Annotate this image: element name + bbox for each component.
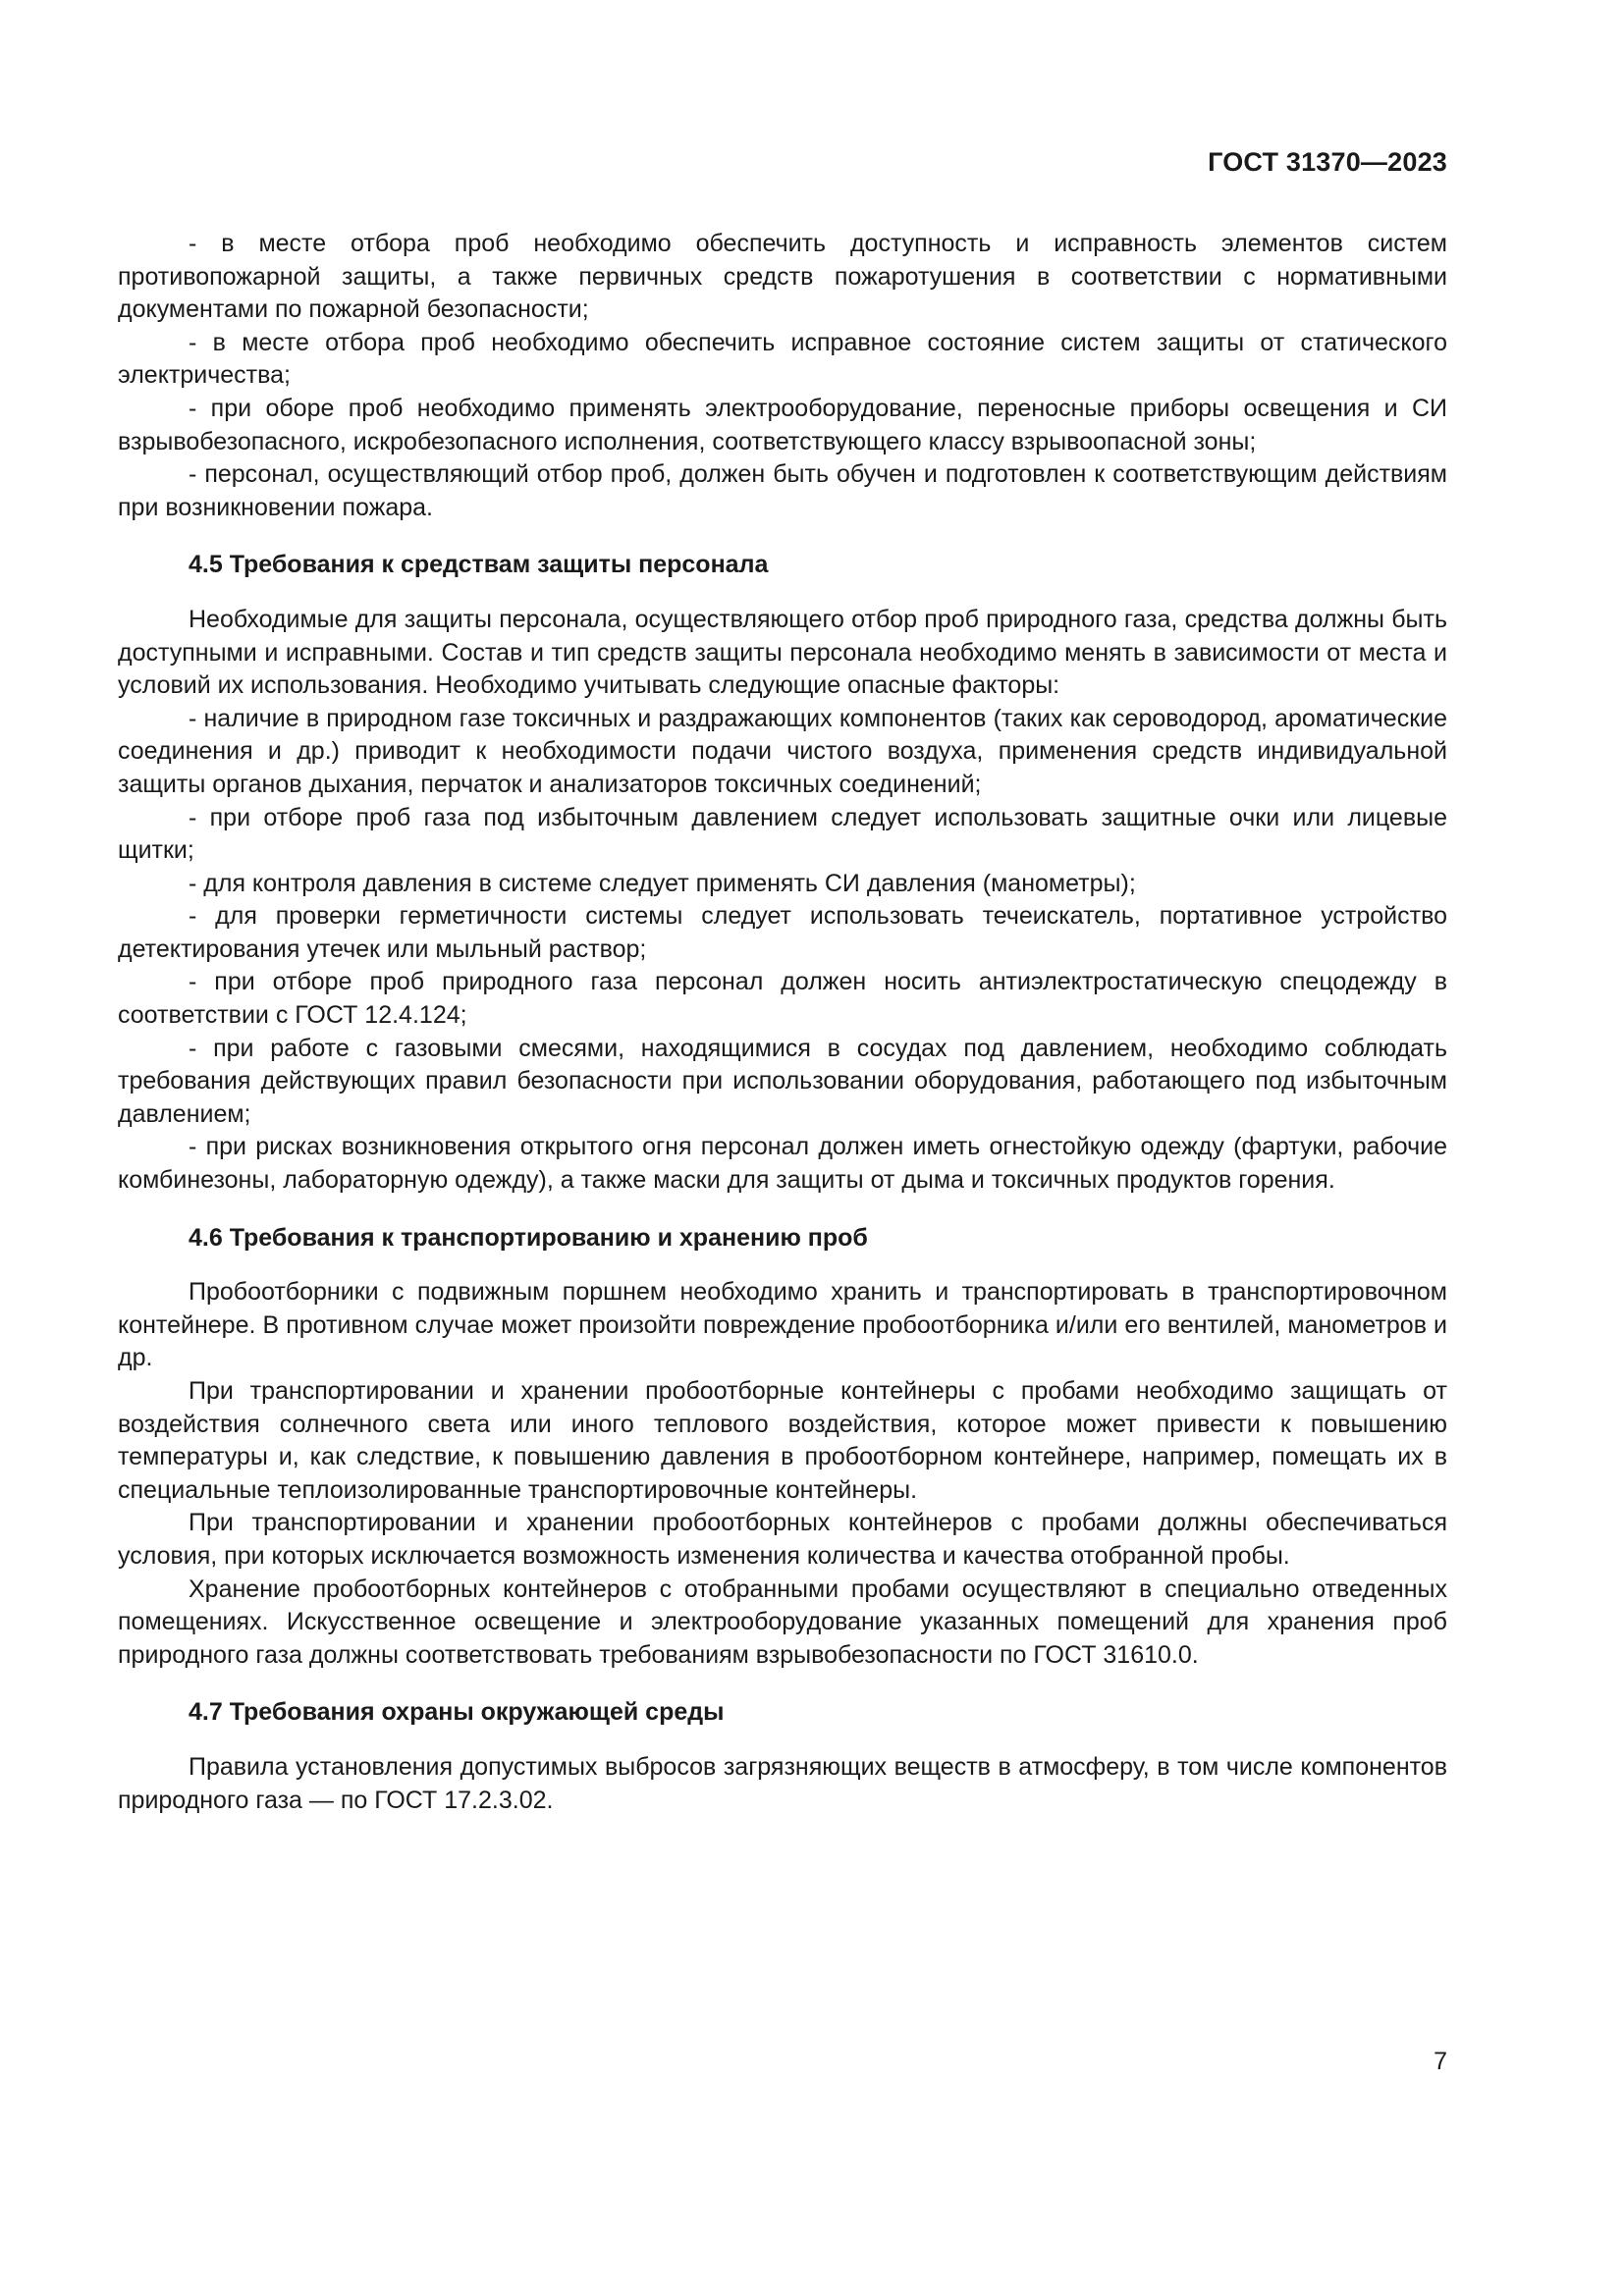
section-4-5-paragraph: - наличие в природном газе токсичных и раздражающих компонентов (таких как сероводород, ароматические соединения и др.) приводит к необходимости подачи чистого воздуха, применения средств индивидуальной защиты органов дыхания, перчаток и анализаторов токсичных соединений; (118, 704, 1447, 798)
page-content (118, 228, 1447, 1817)
document-number-header: ГОСТ 31370—2023 (1208, 147, 1447, 177)
section-4-6-paragraph: При транспортировании и хранении пробоотборные контейнеры с пробами необходимо защищать от воздействия солнечного света или иного теплового воздействия, которое может привести к повышению температуры и, как следствие, к повышению давления в пробоотборном контейнере, например, помещать их в специальные теплоизолированные транспортировочные контейнеры. (118, 1377, 1447, 1504)
section-heading-4-6: 4.6 Требования к транспортированию и хранению проб (189, 1223, 868, 1252)
section-4-5-paragraph: - при отборе проб газа под избыточным давлением следует использовать защитные очки или лицевые щитки; (118, 803, 1447, 865)
intro-item: - в месте отбора проб необходимо обеспечить исправное состояние систем защиты от статического электричества; (118, 328, 1447, 390)
section-4-5-paragraph: Необходимые для защиты персонала, осуществляющего отбор проб природного газа, средства должны быть доступными и исправными. Состав и тип средств защиты персонала необходимо менять в зависимости от места и условий их использования. Необходимо учитывать следующие опасные факторы: (118, 605, 1447, 700)
section-4-5-paragraph: - для контроля давления в системе следует применять СИ давления (манометры); (189, 869, 1136, 897)
section-heading-4-5: 4.5 Требования к средствам защиты персонала (189, 551, 769, 579)
section-4-5-paragraph: - при рисках возникновения открытого огня персонал должен иметь огнестойкую одежду (фартуки, рабочие комбинезоны, лабораторную одежду), а также маски для защиты от дыма и токсичных продуктов горения. (118, 1133, 1447, 1195)
section-4-6-paragraph: Хранение пробоотборных контейнеров с отобранными пробами осуществляют в специально отведенных помещениях. Искусственное освещение и электрооборудование указанных помещений для хранения проб природного газа должны соответствовать требованиям взрывобезопасности по ГОСТ 31610.0. (118, 1575, 1447, 1669)
section-4-6-paragraph: Пробоотборники с подвижным поршнем необходимо хранить и транспортировать в транспортировочном контейнере. В противном случае может произойти повреждение пробоотборника и/или его вентилей, манометров и др. (118, 1278, 1447, 1372)
section-4-5-paragraph: - при отборе проб природного газа персонал должен носить антиэлектростатическую спецодежду в соответствии с ГОСТ 12.4.124; (118, 968, 1447, 1030)
section-4-6-paragraph: При транспортировании и хранении пробоотборных контейнеров с пробами должны обеспечиваться условия, при которых исключается возможность изменения количества и качества отобранной пробы. (118, 1509, 1447, 1570)
section-4-5-paragraph: - для проверки герметичности системы следует использовать течеискатель, портативное устройство детектирования утечек или мыльный раствор; (118, 902, 1447, 963)
section-4-7-paragraph: Правила установления допустимых выбросов загрязняющих веществ в атмосферу, в том числе компонентов природного газа — по ГОСТ 17.2.3.02. (118, 1752, 1447, 1814)
intro-item: - при оборе проб необходимо применять электрооборудование, переносные приборы освещения и СИ взрывобезопасного, искробезопасного исполнения, соответствующего классу взрывоопасной зоны; (118, 394, 1447, 455)
intro-item: - в месте отбора проб необходимо обеспечить доступность и исправность элементов систем противопожарной защиты, а также первичных средств пожаротушения в соответствии с нормативными документами по пожарной безопасности; (118, 230, 1447, 324)
section-heading-4-7: 4.7 Требования охраны окружающей среды (189, 1698, 725, 1727)
page-number: 7 (1434, 2048, 1447, 2075)
section-4-5-paragraph: - при работе с газовыми смесями, находящимися в сосудах под давлением, необходимо соблюдать требования действующих правил безопасности при использовании оборудования, работающего под избыточным давлением; (118, 1034, 1447, 1128)
intro-item: - персонал, осуществляющий отбор проб, должен быть обучен и подготовлен к соответствующим действиям при возникновении пожара. (118, 460, 1447, 521)
